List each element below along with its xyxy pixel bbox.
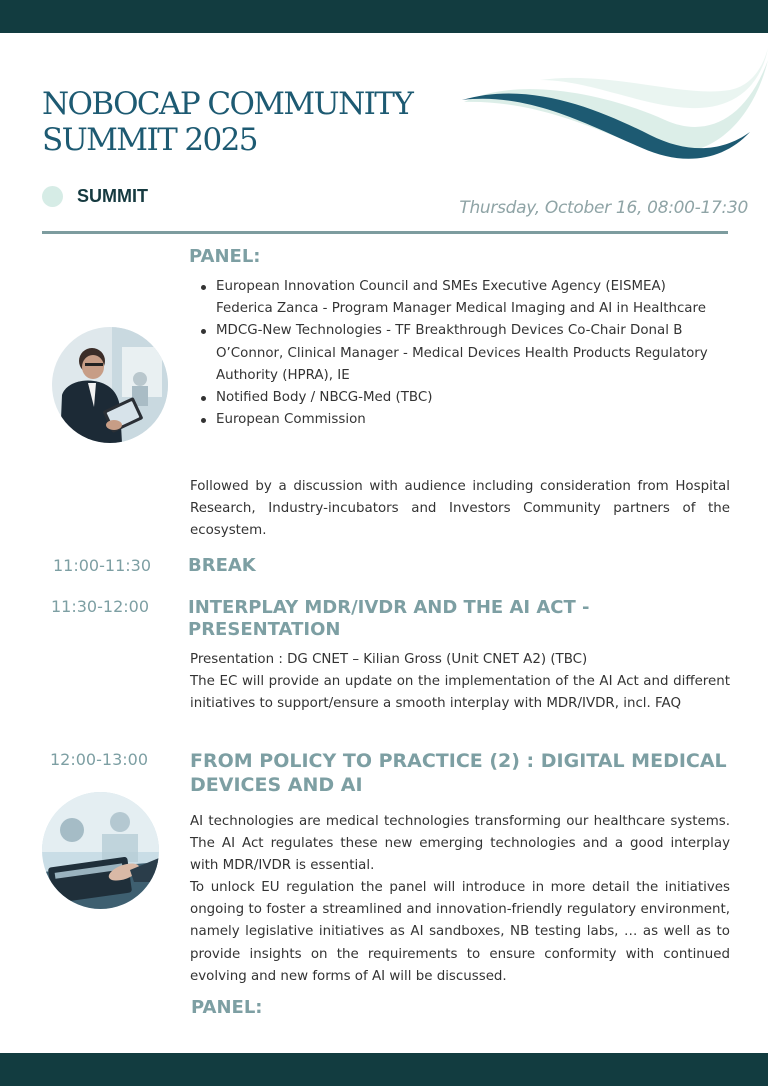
list-item: European Commission (188, 409, 718, 431)
panel-list (188, 276, 718, 431)
hands-typing-on-laptop-photo-icon (42, 792, 159, 909)
interplay-title: INTERPLAY MDR/IVDR AND THE AI ACT - PRESENTATION (188, 597, 590, 640)
break-time: 11:00-11:30 (53, 556, 151, 575)
page-title: NOBOCAP COMMUNITY SUMMIT 2025 (42, 86, 413, 158)
interplay-time: 11:30-12:00 (51, 597, 149, 616)
bottom-bar (0, 1053, 768, 1086)
list-item: Notified Body / NBCG-Med (TBC) (188, 387, 718, 409)
policy-paragraph-1: AI technologies are medical technologies transforming our healthcare systems. The AI Act regulates these new emerging technologies and a good interplay with MDR/IVDR is essential. (190, 814, 730, 874)
policy-time: 12:00-13:00 (50, 750, 148, 769)
policy-paragraph-2: To unlock EU regulation the panel will introduce in more detail the initiatives ongoing to foster a streamlined and innovation-friendly regulatory environment, namely legislative initiatives as AI sandboxes, NB testing labs, … as well as to provide insights on the requirements to ensure conformity with continued evolving and new forms of AI will be discussed. (190, 880, 730, 984)
interplay-description: The EC will provide an update on the implementation of the AI Act and different initiatives to support/ensure a smooth interplay with MDR/IVDR, incl. FAQ (190, 674, 730, 712)
break-title: BREAK (188, 555, 256, 576)
event-date: Thursday, October 16, 08:00-17:30 (459, 198, 748, 218)
businessman-with-tablet-photo-icon (52, 327, 168, 443)
interplay-presenter: Presentation : DG CNET – Kilian Gross (Unit CNET A2) (TBC) (190, 652, 588, 667)
list-item: MDCG-New Technologies - TF Breakthrough Devices Co-Chair Donal B O’Connor, Clinical Manager - Medical Devices Health Products Regulatory Authority (HPRA), IE (188, 320, 718, 387)
decorative-wave-icon (460, 40, 768, 165)
panel-followup: Followed by a discussion with audience including consideration from Hospital Research, Industry-incubators and Investors Community partners of the ecosystem. (190, 479, 730, 539)
policy-title: FROM POLICY TO PRACTICE (2) : DIGITAL MEDICAL DEVICES AND AI (190, 750, 727, 796)
list-item: European Innovation Council and SMEs Executive Agency (EISMEA) Federica Zanca - Program Manager Medical Imaging and AI in Healthcare (188, 276, 718, 320)
top-bar (0, 0, 768, 33)
policy-panel-heading: PANEL: (191, 997, 263, 1018)
section-label: SUMMIT (77, 186, 148, 206)
header-divider (42, 231, 728, 234)
panel-heading: PANEL: (189, 246, 261, 267)
section-dot (42, 186, 63, 207)
